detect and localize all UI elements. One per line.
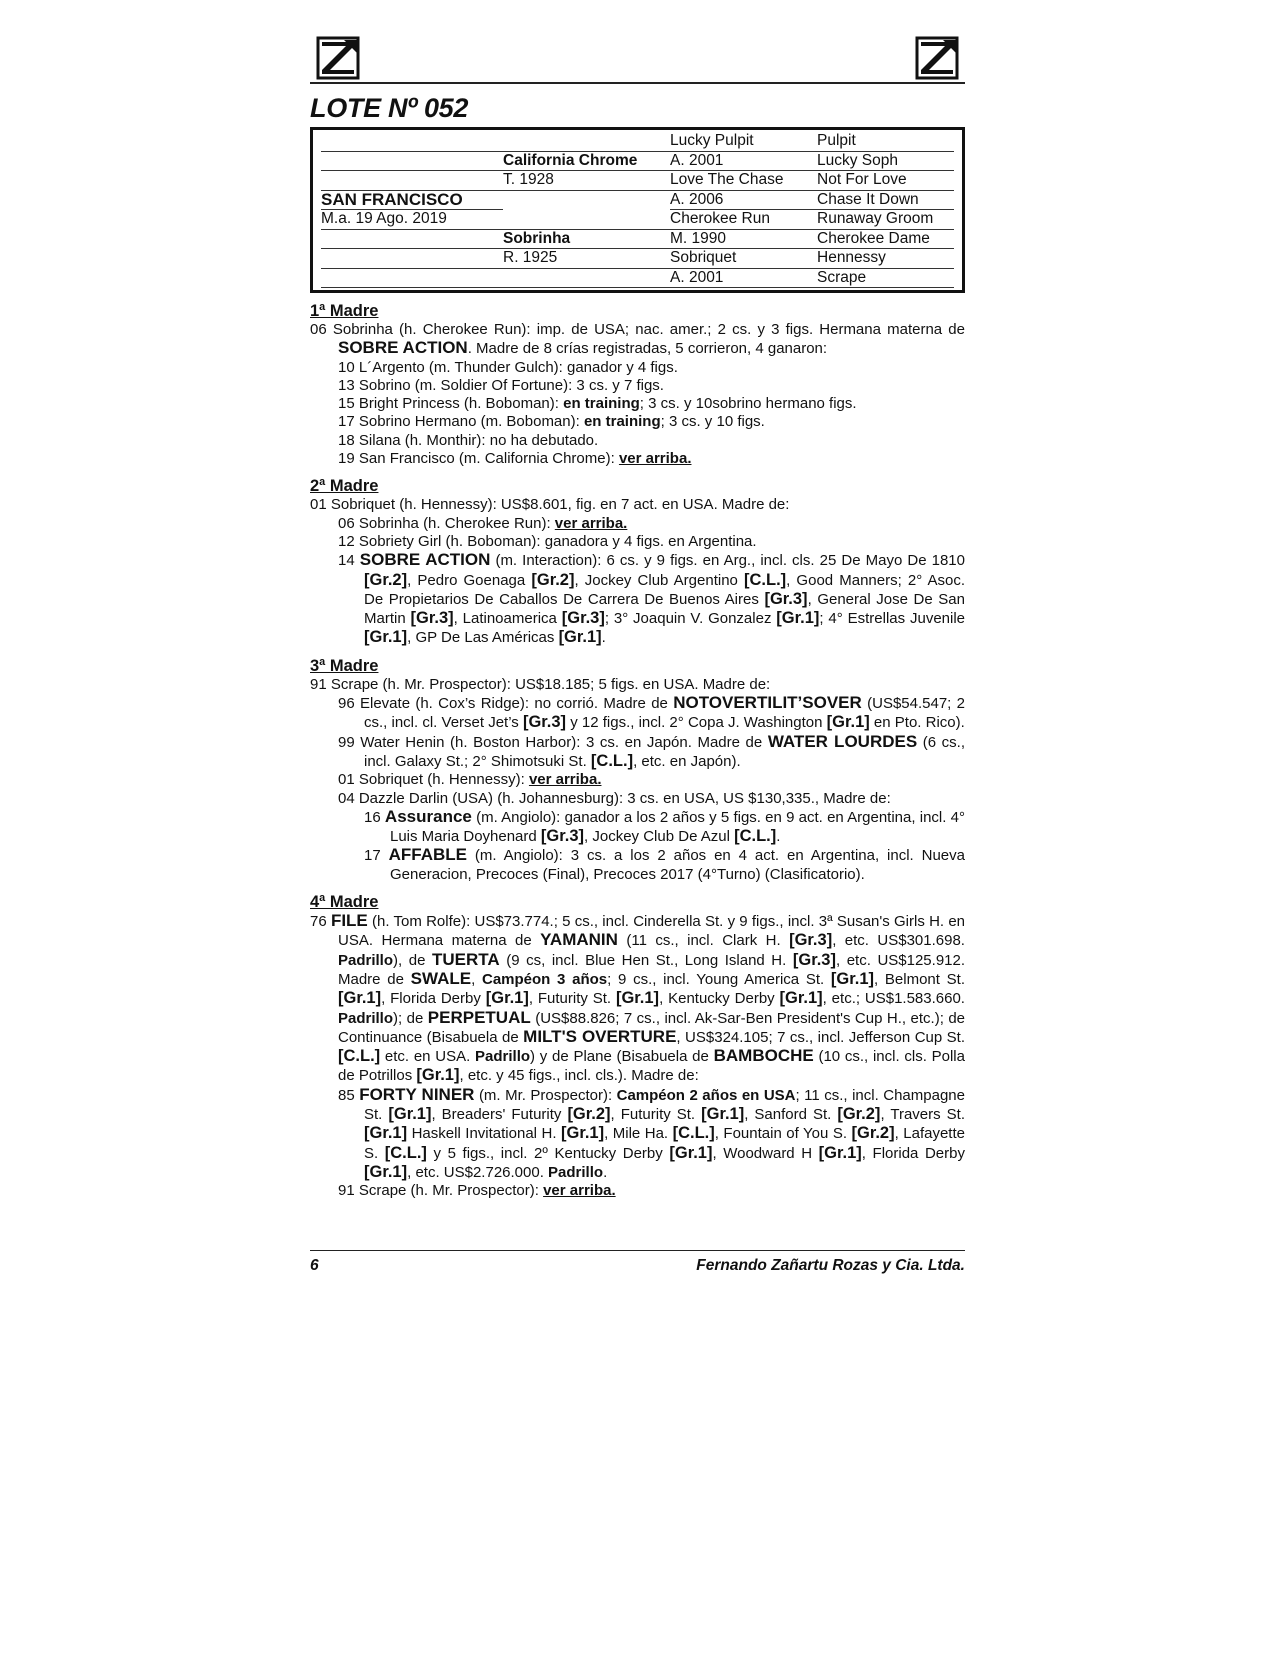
horse-highlight: NOTOVERTILIT’SOVER — [673, 693, 862, 713]
text: ; 3 cs. y 10 figs. — [660, 413, 765, 431]
pedigree-row — [321, 268, 954, 288]
grade-badge: [Gr.1] — [364, 628, 408, 647]
offspring-entry — [310, 395, 965, 413]
text: en Pto. Rico). — [869, 714, 965, 732]
offspring-entry — [310, 771, 965, 789]
grade-badge: [Gr.1] — [560, 1124, 605, 1143]
text: ), de — [393, 951, 432, 969]
text: , etc.; US$1.583.660. — [822, 990, 965, 1008]
ped-cell: Lucky Soph — [817, 151, 954, 171]
grade-badge: [Gr.1] — [416, 1066, 460, 1085]
horse-highlight: FILE — [330, 911, 368, 931]
grade-badge: [Gr.1] — [776, 609, 820, 628]
offspring-entry: 18 Silana (h. Monthir): no ha debutado. — [338, 431, 599, 449]
text: (US$88.826; 7 cs., incl. Ak-Sar-Ben President's Cup H., etc.); de Continuance (Bisabuela de — [338, 1009, 966, 1046]
grade-badge: [C.L.] — [384, 1143, 427, 1162]
text: , Pedro Goenaga — [407, 571, 532, 589]
grade-badge: [Gr.3] — [792, 950, 836, 969]
grand-offspring-entry — [310, 846, 965, 884]
text: , Florida Derby — [861, 1144, 965, 1162]
text: , etc. US$2.726.000. — [407, 1163, 549, 1181]
text: (m. Mr. Prospector): — [474, 1086, 617, 1104]
ped-cell: Love The Chase — [670, 171, 817, 191]
ped-cell: T. 1928 — [503, 171, 670, 191]
ped-cell: A. 2006 — [670, 190, 817, 210]
horse-highlight: SWALE — [410, 968, 472, 988]
pedigree-row — [321, 210, 954, 230]
zanartu-logo-icon — [314, 34, 362, 82]
dam-name: Sobrinha — [503, 229, 670, 249]
text: ; 3 cs. y 10sobrino hermano figs. — [639, 395, 857, 413]
ped-cell: R. 1925 — [503, 249, 670, 269]
ped-cell: Pulpit — [817, 132, 954, 151]
horse-highlight: MILT'S OVERTURE — [523, 1026, 677, 1046]
offspring-entry — [310, 1182, 965, 1200]
offspring-entry: 12 Sobriety Girl (h. Boboman): ganadora y 4 figs. en Argentina. — [338, 532, 757, 550]
ped-cell — [321, 249, 503, 269]
stallion-label: Padrillo — [338, 951, 394, 969]
ped-cell: Runaway Groom — [817, 210, 954, 230]
text: ; 11 cs., incl. Champagne St. — [364, 1086, 965, 1123]
grade-badge: [Gr.2] — [837, 1104, 881, 1123]
text: 17 — [364, 847, 389, 865]
text: (9 cs, incl. Blue Hen St., Long Island H. — [499, 951, 793, 969]
stallion-label: Padrillo — [475, 1048, 531, 1066]
text: (m. Angiolo): ganador a los 2 años y 5 figs. en 9 act. en Argentina, incl. 4° Luis Maria Doyhenard — [390, 808, 965, 846]
text: (h. Tom Rolfe): US$73.774.; 5 cs., incl. Cinderella St. y 9 figs., incl. 3ª Susan's Girls H. en USA. Hermana materna de — [338, 913, 965, 950]
text: 19 San Francisco (m. California Chrome): — [338, 450, 619, 468]
text: , Futurity St. — [610, 1105, 702, 1123]
ped-cell — [321, 132, 503, 151]
page-header — [310, 30, 965, 85]
text: ; 3° Joaquin V. Gonzalez — [604, 610, 777, 628]
ped-cell: Hennessy — [817, 249, 954, 269]
text: 14 — [338, 552, 360, 570]
text: (10 cs., incl. cls. Polla de Potrillos — [338, 1048, 965, 1085]
ped-cell: Chase It Down — [817, 190, 954, 210]
see-above-ref: ver arriba. — [528, 771, 602, 789]
grade-badge: [Gr.1] — [338, 989, 382, 1008]
grade-badge: [Gr.1] — [818, 1143, 862, 1162]
text: (6 cs., incl. Galaxy St.; 2° Shimotsuki St. — [364, 733, 965, 770]
horse-highlight: PERPETUAL — [427, 1007, 531, 1027]
sire-name: California Chrome — [503, 151, 670, 171]
text: 76 — [310, 913, 331, 931]
text: 99 Water Henin (h. Boston Harbor): 3 cs. en Japón. Madre de — [338, 733, 768, 751]
text: (11 cs., incl. Clark H. — [617, 932, 790, 950]
text: 06 Sobrinha (h. Cherokee Run): — [338, 514, 555, 532]
offspring-entry — [310, 515, 965, 533]
grade-badge: [Gr.3] — [561, 609, 605, 628]
text: 17 Sobrino Hermano (m. Boboman): — [338, 413, 584, 431]
text: , Fountain of You S. — [714, 1125, 852, 1143]
text: , Lafayette S. — [364, 1125, 965, 1162]
ped-cell — [321, 171, 503, 191]
grade-badge: [Gr.1] — [364, 1162, 408, 1181]
zanartu-logo-icon — [913, 34, 961, 82]
dam-entry — [310, 321, 965, 359]
ped-cell: Not For Love — [817, 171, 954, 191]
pedigree-row — [321, 249, 954, 269]
text: y 5 figs., incl. 2º Kentucky Derby — [426, 1144, 670, 1162]
grade-badge: [Gr.2] — [364, 570, 408, 589]
stallion-label: Padrillo — [548, 1163, 604, 1181]
grade-badge: [C.L.] — [590, 751, 634, 770]
text: , — [471, 970, 482, 988]
champion-label: Campéon 3 años — [481, 970, 608, 988]
grade-badge: [Gr.1] — [364, 1124, 408, 1143]
text: ) y de Plane (Bisabuela de — [530, 1048, 714, 1066]
grade-badge: [Gr.3] — [764, 589, 808, 608]
offspring-entry — [310, 694, 965, 733]
dam-entry — [310, 912, 965, 1086]
grade-badge: [Gr.2] — [851, 1124, 895, 1143]
page-footer — [310, 1250, 965, 1275]
horse-highlight: BAMBOCHE — [713, 1046, 814, 1066]
text: ); de — [393, 1009, 428, 1027]
text: 96 Elevate (h. Cox’s Ridge): no corrió. Madre de — [338, 695, 674, 713]
section-title-1st-dam: 1ª Madre — [310, 302, 379, 320]
horse-highlight: SOBRE ACTION — [359, 550, 491, 570]
text: , Jockey Club De Azul — [584, 828, 735, 846]
text: ; 9 cs., incl. Young America St. — [607, 970, 831, 988]
grade-badge: [Gr.3] — [522, 713, 567, 732]
ped-cell: Cherokee Dame — [817, 229, 954, 249]
section-title-3rd-dam: 3ª Madre — [310, 656, 379, 675]
ped-cell — [503, 268, 670, 288]
ped-cell — [321, 151, 503, 171]
horse-highlight: SOBRE ACTION — [338, 338, 468, 358]
grade-badge: [Gr.1] — [615, 989, 660, 1008]
text: . — [603, 1163, 608, 1181]
company-name: Fernando Zañartu Rozas y Cia. Ltda. — [696, 1257, 965, 1274]
text: Haskell Invitational H. — [407, 1125, 561, 1143]
text: (m. Angiolo): 3 cs. a los 2 años en 4 act. en Argentina, incl. Nueva Generacion, Precoces (Final), Precoces 2017 (4°Turno) (Clasificatorio). — [390, 847, 965, 883]
grade-badge: [Gr.1] — [830, 969, 875, 988]
status-text: en training — [563, 395, 640, 413]
pedigree-row — [321, 151, 954, 171]
pedigree-row — [321, 171, 954, 191]
text: (US$54.547; 2 cs., incl. cl. Verset Jet’s — [364, 695, 965, 732]
section-title-4th-dam: 4ª Madre — [310, 893, 379, 912]
text: , Futurity St. — [528, 990, 616, 1008]
pedigree-row — [321, 229, 954, 249]
text: 06 Sobrinha (h. Cherokee Run): imp. de USA; nac. amer.; 2 cs. y 3 figs. Hermana materna de — [310, 321, 965, 338]
dam-entry: 91 Scrape (h. Mr. Prospector): US$18.185; 5 figs. en USA. Madre de: — [310, 675, 771, 693]
grade-badge: [C.L.] — [734, 827, 777, 846]
text: , US$324.105; 7 cs., incl. Jefferson Cup St. — [676, 1028, 966, 1046]
text: (m. Interaction): 6 cs. y 9 figs. en Arg., incl. cls. 25 De Mayo De 1810 — [490, 552, 965, 570]
ped-cell: Sobriquet — [670, 249, 817, 269]
horse-highlight: TUERTA — [431, 949, 500, 969]
ped-cell: Lucky Pulpit — [670, 132, 817, 151]
grade-badge: [Gr.1] — [485, 989, 529, 1008]
text: , Florida Derby — [381, 990, 486, 1008]
grade-badge: [Gr.2] — [567, 1104, 611, 1123]
text: y 12 figs., incl. 2° Copa J. Washington — [566, 714, 827, 732]
offspring-entry — [310, 413, 965, 431]
text: . — [601, 629, 606, 647]
offspring-entry: 13 Sobrino (m. Soldier Of Fortune): 3 cs. y 7 figs. — [338, 376, 664, 394]
pedigree-row — [321, 190, 954, 210]
text: , Breaders' Futurity — [431, 1105, 568, 1123]
header-rule — [310, 82, 965, 84]
text: 91 Scrape (h. Mr. Prospector): — [338, 1182, 544, 1200]
horse-highlight: Assurance — [384, 806, 472, 826]
text: , GP De Las Américas — [407, 629, 559, 647]
grade-badge: [Gr.1] — [779, 989, 823, 1008]
text: , Mile Ha. — [604, 1125, 673, 1143]
text: 01 Sobriquet (h. Hennessy): — [338, 771, 529, 789]
text: , Good Manners; 2° Asoc. De Propietarios De Caballos De Carrera De Buenos Aires — [364, 571, 966, 608]
see-above-ref: ver arriba. — [543, 1182, 616, 1200]
status-text: en training — [583, 413, 661, 431]
pedigree-table — [321, 132, 954, 288]
ped-cell: Scrape — [817, 268, 954, 288]
offspring-entry: 04 Dazzle Darlin (USA) (h. Johannesburg): 3 cs. en USA, US $130,335., Madre de: — [338, 789, 891, 807]
lote-title: LOTE Nº 052 — [310, 93, 469, 123]
text: 85 — [338, 1086, 360, 1104]
see-above-ref: ver arriba. — [618, 450, 692, 468]
text: . — [776, 828, 781, 846]
text: , etc. en Japón). — [633, 752, 741, 770]
text: , Latinoamerica — [453, 610, 562, 628]
ped-cell — [321, 268, 503, 288]
grade-badge: [Gr.3] — [789, 931, 833, 950]
text: , Travers St. — [880, 1105, 965, 1123]
offspring-entry — [310, 733, 965, 772]
grade-badge: [C.L.] — [744, 570, 787, 589]
horse-highlight: YAMANIN — [540, 930, 618, 950]
grade-badge: [C.L.] — [338, 1047, 381, 1066]
text: ; 4° Estrellas Juvenile — [819, 610, 966, 628]
horse-name: SAN FRANCISCO — [321, 190, 503, 210]
text: , Belmont St. — [874, 970, 965, 988]
text: . Madre de 8 crías registradas, 5 corrieron, 4 ganaron: — [467, 340, 828, 358]
see-above-ref: ver arriba. — [554, 514, 628, 532]
text: 16 — [364, 808, 385, 826]
grade-badge: [Gr.1] — [701, 1104, 745, 1123]
ped-cell — [321, 229, 503, 249]
text: , Sanford St. — [744, 1105, 838, 1123]
text: , etc. US$301.698. — [832, 932, 965, 950]
offspring-entry — [310, 450, 965, 468]
text: , etc. y 45 figs., incl. cls.). Madre de: — [459, 1067, 699, 1085]
offspring-entry: 10 L´Argento (m. Thunder Gulch): ganador y 4 figs. — [338, 358, 678, 376]
text: , Woodward H — [712, 1144, 819, 1162]
ped-cell: A. 2001 — [670, 151, 817, 171]
grade-badge: [Gr.2] — [531, 570, 575, 589]
text: 15 Bright Princess (h. Boboman): — [338, 395, 564, 413]
stallion-label: Padrillo — [338, 1009, 394, 1027]
champion-label: Campéon 2 años en USA — [616, 1086, 796, 1104]
grade-badge: [Gr.3] — [540, 827, 585, 846]
text: , Kentucky Derby — [659, 990, 780, 1008]
ped-cell: A. 2001 — [670, 268, 817, 288]
grade-badge: [Gr.1] — [558, 628, 602, 647]
text: , General Jose De San Martin — [364, 590, 965, 628]
horse-highlight: WATER LOURDES — [767, 731, 918, 751]
ped-cell — [503, 190, 670, 210]
ped-cell: M. 1990 — [670, 229, 817, 249]
ped-cell — [503, 132, 670, 151]
horse-highlight: AFFABLE — [388, 845, 467, 865]
offspring-entry — [310, 551, 965, 647]
grade-badge: [Gr.1] — [388, 1104, 432, 1123]
pedigree-row — [321, 132, 954, 151]
horse-highlight: FORTY NINER — [359, 1084, 475, 1104]
ped-cell: Cherokee Run — [670, 210, 817, 230]
section-title-2nd-dam: 2ª Madre — [310, 477, 379, 496]
pedigree-box — [310, 127, 965, 293]
grand-offspring-entry — [310, 808, 965, 847]
dam-entry: 01 Sobriquet (h. Hennessy): US$8.601, fig. en 7 act. en USA. Madre de: — [310, 496, 790, 514]
horse-birth: M.a. 19 Ago. 2019 — [321, 210, 503, 230]
text: etc. en USA. — [380, 1048, 476, 1066]
text: , Jockey Club Argentino — [574, 571, 744, 589]
page-number: 6 — [310, 1257, 319, 1274]
ped-cell — [503, 210, 670, 230]
grade-badge: [Gr.1] — [826, 713, 870, 732]
offspring-entry — [310, 1086, 965, 1182]
text: , etc. US$125.912. Madre de — [338, 951, 966, 988]
grade-badge: [Gr.3] — [410, 609, 454, 628]
grade-badge: [Gr.1] — [669, 1143, 713, 1162]
grade-badge: [C.L.] — [672, 1124, 715, 1143]
document-page — [310, 30, 965, 1200]
